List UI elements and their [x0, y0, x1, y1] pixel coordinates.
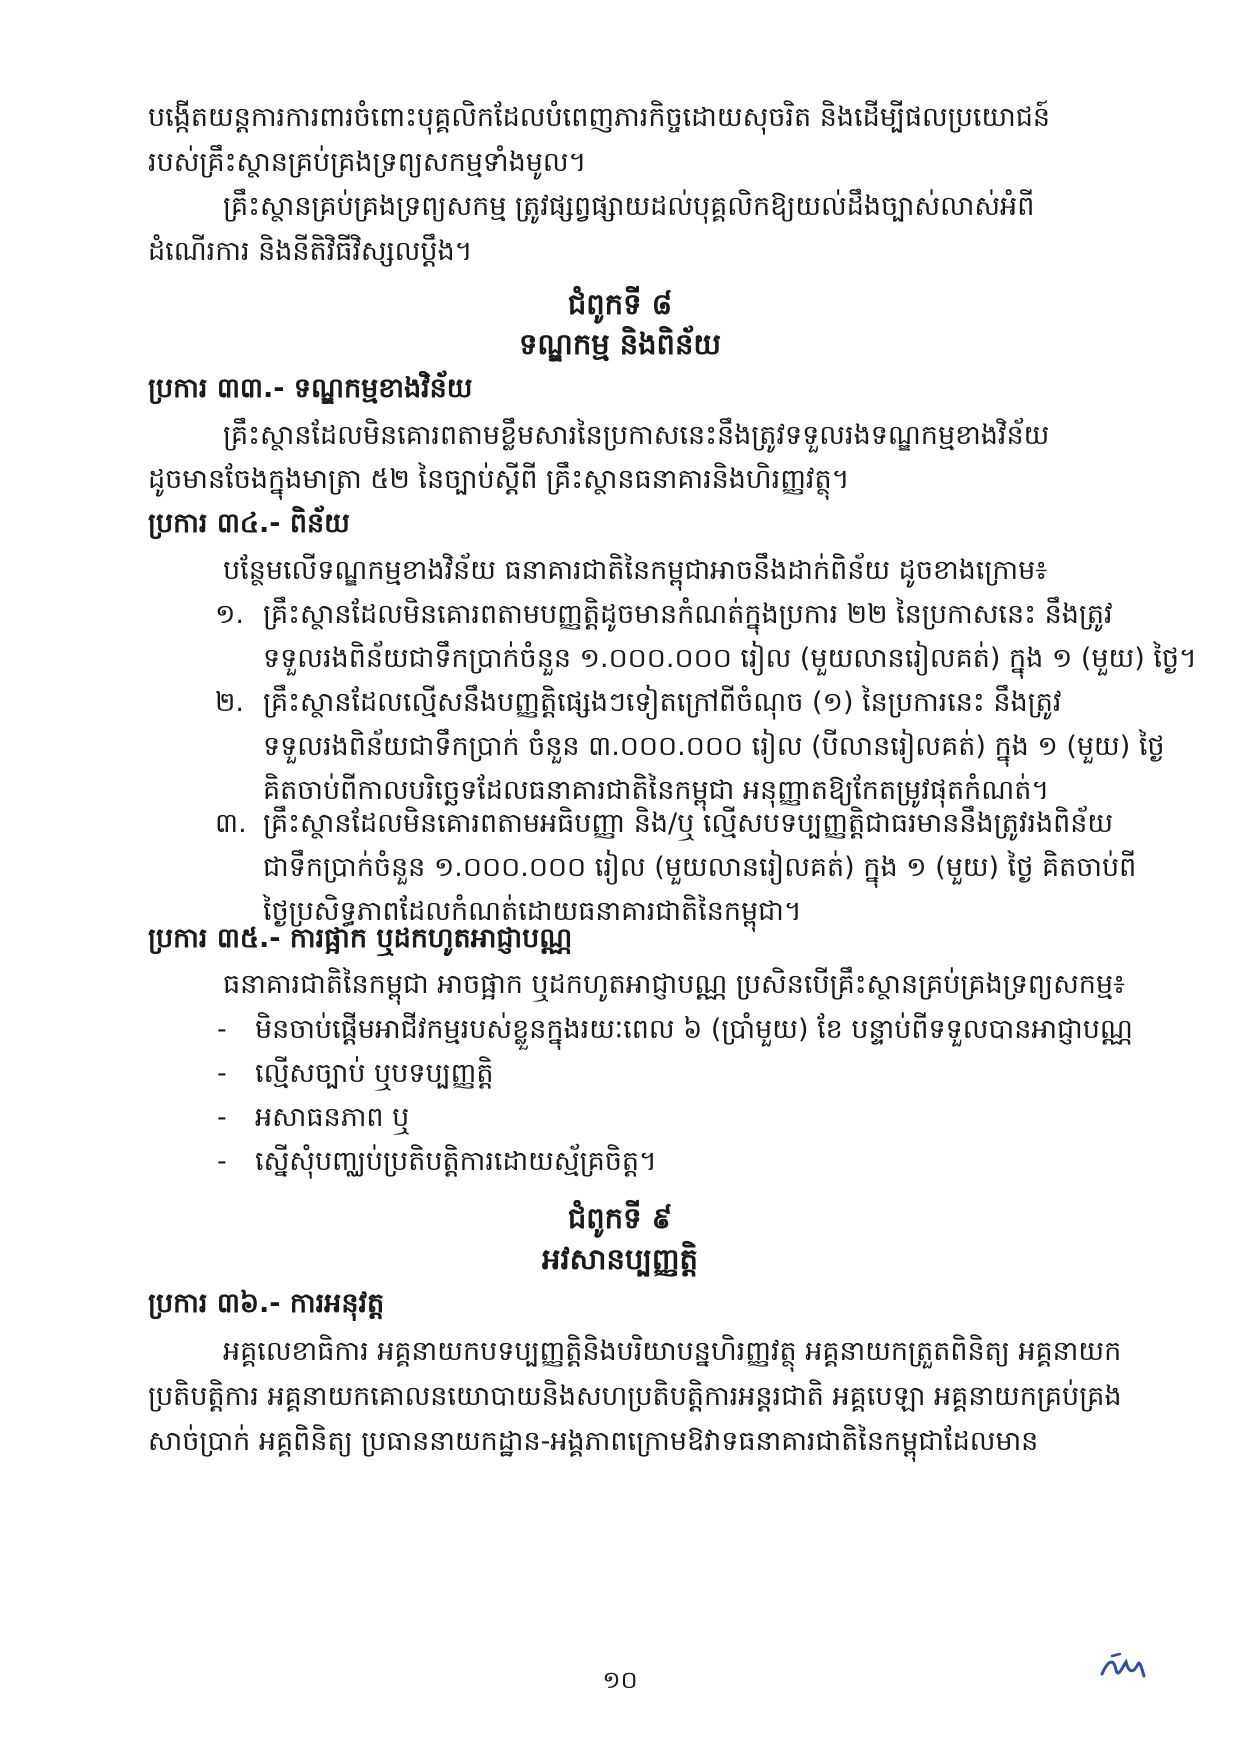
bullet-text: ល្មើសច្បាប់ ឬបទប្បញ្ញត្តិ — [255, 1058, 494, 1089]
paragraph-line: ដូចមានចែងក្នុងមាត្រា ៥២ នៃច្បាប់ស្ដីពី គ្រឹះស្ថានធនាគារនិងហិរញ្ញវត្ថុ។ — [148, 464, 850, 495]
article-heading: ប្រការ ៣៦.- ការអនុវត្ត — [148, 1288, 385, 1319]
chapter-title: ជំពូកទី ៩ — [567, 1201, 673, 1235]
paragraph-line: បង្កើតយន្តការការពារចំពោះបុគ្គលិកដែលបំពេញភារកិច្ចដោយសុចរិត និងដើម្បីផលប្រយោជន៍ — [148, 102, 1051, 133]
bullet-text: អសាធនភាព ឬ — [255, 1102, 410, 1133]
paragraph-line: សាច់ប្រាក់ អគ្គពិនិត្យ ប្រធាននាយកដ្ឋាន-អង្គភាពក្រោមឱវាទធនាគារជាតិនៃកម្ពុជាដែលមាន — [148, 1426, 1039, 1457]
bullet-dash: - — [217, 1102, 227, 1133]
item-number: ២. — [215, 687, 245, 718]
item-text: ទទួលរងពិន័យជាទឹកប្រាក់ ចំនួន ៣.០០០.០០០ រៀល (បីលានរៀលគត់) ក្នុង ១ (មួយ) ថ្ងៃ — [263, 731, 1165, 762]
bullet-dash: - — [217, 1058, 227, 1089]
paragraph-line: ធនាគារជាតិនៃកម្ពុជា អាចផ្អាក ឬដកហូតអាជ្ញាបណ្ណ ប្រសិនបើគ្រឹះស្ថានគ្រប់គ្រងទ្រព្យសកម្ម៖ — [223, 969, 1125, 1000]
handwritten-initials-icon — [1098, 1650, 1146, 1684]
item-text: ទទួលរងពិន័យជាទឹកប្រាក់ចំនួន ១.០០០.០០០ រៀល (មួយលានរៀលគត់) ក្នុង ១ (មួយ) ថ្ងៃ។ — [263, 643, 1197, 674]
paragraph-line: បន្ថែមលើទណ្ឌកម្មខាងវិន័យ ធនាគារជាតិនៃកម្ពុជាអាចនឹងដាក់ពិន័យ ដូចខាងក្រោម៖ — [223, 555, 1048, 586]
bullet-text: ស្នើសុំបញ្ឈប់ប្រតិបត្តិការដោយស្ម័គ្រចិត្ត។ — [255, 1146, 657, 1177]
paragraph-line: គ្រឹះស្ថានគ្រប់គ្រងទ្រព្យសកម្ម ត្រូវផ្សព្វផ្សាយដល់បុគ្គលិកឱ្យយល់ដឹងច្បាស់លាស់អំពី — [223, 191, 1035, 222]
item-text: ថ្ងៃប្រសិទ្ធភាពដែលកំណត់ដោយធនាគារជាតិនៃកម្ពុជា។ — [263, 896, 802, 927]
paragraph-line: ប្រតិបត្តិការ អគ្គនាយកគោលនយោបាយនិងសហប្រតិបត្តិការអន្តរជាតិ អគ្គបេឡា អគ្គនាយកគ្រប់គ្រង — [148, 1381, 1122, 1412]
bullet-dash: - — [217, 1014, 227, 1045]
item-number: ៣. — [215, 808, 247, 839]
item-number: ១. — [215, 599, 245, 630]
paragraph-line: អគ្គលេខាធិការ អគ្គនាយកបទប្បញ្ញត្តិនិងបរិយាបន្នហិរញ្ញវត្ថុ អគ្គនាយកត្រួតពិនិត្យ អគ្គនាយក — [223, 1336, 1122, 1367]
article-heading: ប្រការ ៣៣.- ទណ្ឌកម្មខាងវិន័យ — [148, 373, 473, 404]
bullet-text: មិនចាប់ផ្ដើមអាជីវកម្មរបស់ខ្លួនក្នុងរយៈពេល ៦ (ប្រាំមួយ) ខែ បន្ទាប់ពីទទួលបានអាជ្ញាបណ្ណ — [255, 1014, 1133, 1045]
chapter-subtitle: ទណ្ឌកម្ម និងពិន័យ — [519, 327, 721, 361]
item-text: គ្រឹះស្ថានដែលមិនគោរពតាមបញ្ញត្តិដូចមានកំណត់ក្នុងប្រការ ២២ នៃប្រកាសនេះ នឹងត្រូវ — [263, 599, 1113, 630]
item-text: គិតចាប់ពីកាលបរិច្ឆេទដែលធនាគារជាតិនៃកម្ពុជា អនុញ្ញាតឱ្យកែតម្រូវផុតកំណត់។ — [263, 775, 1050, 806]
article-heading: ប្រការ ៣៤.- ពិន័យ — [148, 508, 350, 539]
paragraph-line: ដំណើរការ និងនីតិវិធីវិស្សលប្ដឹង។ — [148, 236, 473, 267]
item-text: គ្រឹះស្ថានដែលមិនគោរពតាមអធិបញ្ញា និង/ឬ ល្មើសបទប្បញ្ញត្តិជាធរមាននឹងត្រូវរងពិន័យ — [263, 808, 1114, 839]
paragraph-line: គ្រឹះស្ថានដែលមិនគោរពតាមខ្លឹមសារនៃប្រកាសនេះនឹងត្រូវទទួលរងទណ្ឌកម្មខាងវិន័យ — [223, 420, 1050, 451]
bullet-dash: - — [217, 1146, 227, 1177]
article-heading: ប្រការ ៣៥.- ការផ្អាក ឬដកហូតអាជ្ញាបណ្ណ — [148, 923, 573, 954]
chapter-title: ជំពូកទី ៨ — [567, 287, 673, 321]
item-text: ជាទឹកប្រាក់ចំនួន ១.០០០.០០០ រៀល (មួយលានរៀលគត់) ក្នុង ១ (មួយ) ថ្ងៃ គិតចាប់ពី — [263, 852, 1137, 883]
item-text: គ្រឹះស្ថានដែលល្មើសនឹងបញ្ញត្តិផ្សេងៗទៀតក្រៅពីចំណុច (១) នៃប្រការនេះ នឹងត្រូវ — [263, 687, 1062, 718]
paragraph-line: របស់គ្រឹះស្ថានគ្រប់គ្រងទ្រព្យសកម្មទាំងមូល។ — [148, 147, 587, 178]
page-number: ១០ — [602, 1666, 638, 1694]
chapter-subtitle: អវសានប្បញ្ញត្តិ — [542, 1242, 698, 1276]
